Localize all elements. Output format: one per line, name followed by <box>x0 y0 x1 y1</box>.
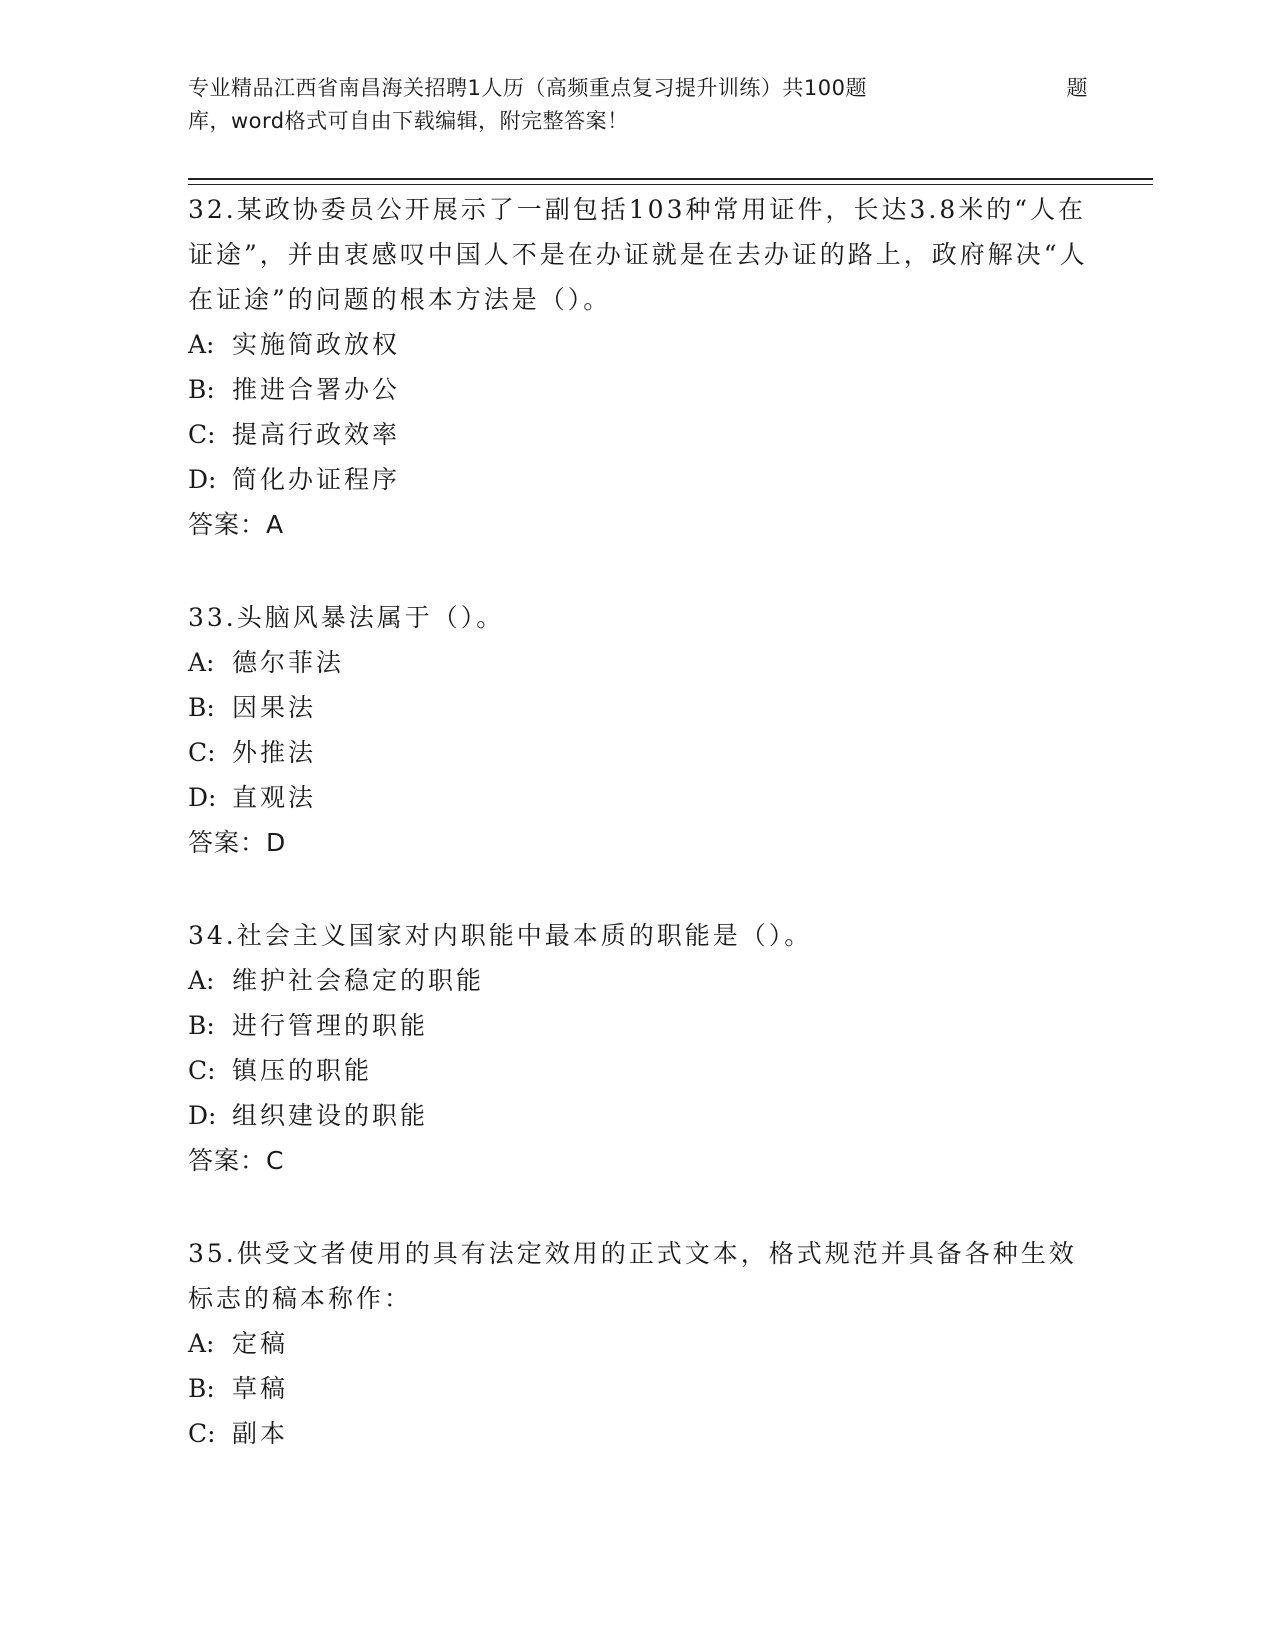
option-text: 提高行政效率 <box>232 420 401 449</box>
option-letter: A: <box>188 1329 215 1358</box>
option-text: 组织建设的职能 <box>232 1101 429 1130</box>
option-text: 进行管理的职能 <box>232 1011 429 1040</box>
question-35 <box>188 1231 1088 1456</box>
option-d <box>188 775 1088 820</box>
header-title-wrap-char: 题 <box>1066 76 1088 100</box>
option-text: 因果法 <box>232 693 317 722</box>
option-text: 德尔菲法 <box>232 648 345 677</box>
page-header <box>188 72 1088 138</box>
option-letter: D: <box>188 465 217 494</box>
option-letter: A: <box>188 648 215 677</box>
header-divider-thick <box>188 178 1153 180</box>
option-letter: B: <box>188 375 215 404</box>
answer-line: 答案：D <box>188 828 287 857</box>
question-stem: 34.社会主义国家对内职能中最本质的职能是（）。 <box>188 921 813 950</box>
option-text: 推进合署办公 <box>232 375 401 404</box>
option-b <box>188 367 1088 412</box>
header-line-2: 库，word格式可自由下载编辑，附完整答案！ <box>188 109 629 133</box>
answer-line: 答案：C <box>188 1146 285 1175</box>
option-letter: C: <box>188 1419 216 1448</box>
option-b <box>188 685 1088 730</box>
header-line-1 <box>188 72 1088 105</box>
option-letter: B: <box>188 693 215 722</box>
option-letter: B: <box>188 1374 215 1403</box>
option-letter: D: <box>188 783 217 812</box>
option-text: 直观法 <box>232 783 317 812</box>
option-text: 草稿 <box>232 1374 289 1403</box>
question-34 <box>188 913 1088 1184</box>
option-a <box>188 958 1088 1003</box>
header-title-text: 专业精品江西省南昌海关招聘1人历（高频重点复习提升训练）共100题 <box>188 76 867 100</box>
header-divider-thin <box>188 184 1153 185</box>
option-a <box>188 640 1088 685</box>
option-b <box>188 1366 1088 1411</box>
option-c <box>188 1048 1088 1093</box>
option-letter: A: <box>188 966 215 995</box>
question-33 <box>188 595 1088 866</box>
option-c <box>188 730 1088 775</box>
answer-line: 答案：A <box>188 510 285 539</box>
option-text: 定稿 <box>232 1329 289 1358</box>
option-text: 实施简政放权 <box>232 330 401 359</box>
option-letter: B: <box>188 1011 215 1040</box>
option-text: 维护社会稳定的职能 <box>232 966 485 995</box>
option-text: 副本 <box>232 1419 289 1448</box>
option-letter: A: <box>188 330 215 359</box>
option-letter: C: <box>188 738 216 767</box>
option-text: 镇压的职能 <box>232 1056 373 1085</box>
question-stem: 35.供受文者使用的具有法定效用的正式文本，格式规范并具备各种生效标志的稿本称作： <box>188 1239 1077 1313</box>
option-text: 外推法 <box>232 738 317 767</box>
question-stem: 33.头脑风暴法属于（）。 <box>188 603 505 632</box>
option-letter: C: <box>188 420 216 449</box>
option-a <box>188 1321 1088 1366</box>
option-letter: C: <box>188 1056 216 1085</box>
question-list <box>188 187 1088 1503</box>
option-letter: D: <box>188 1101 217 1130</box>
option-d <box>188 1093 1088 1138</box>
question-stem: 32.某政协委员公开展示了一副包括103种常用证件，长达3.8米的“人在证途”，并由衷感叹中国人不是在办证就是在去办证的路上，政府解决“人在证途”的问题的根本方法是（）。 <box>188 195 1088 314</box>
option-c <box>188 412 1088 457</box>
option-c <box>188 1411 1088 1456</box>
question-32 <box>188 187 1088 548</box>
option-d <box>188 457 1088 502</box>
option-text: 简化办证程序 <box>232 465 401 494</box>
option-b <box>188 1003 1088 1048</box>
option-a <box>188 322 1088 367</box>
